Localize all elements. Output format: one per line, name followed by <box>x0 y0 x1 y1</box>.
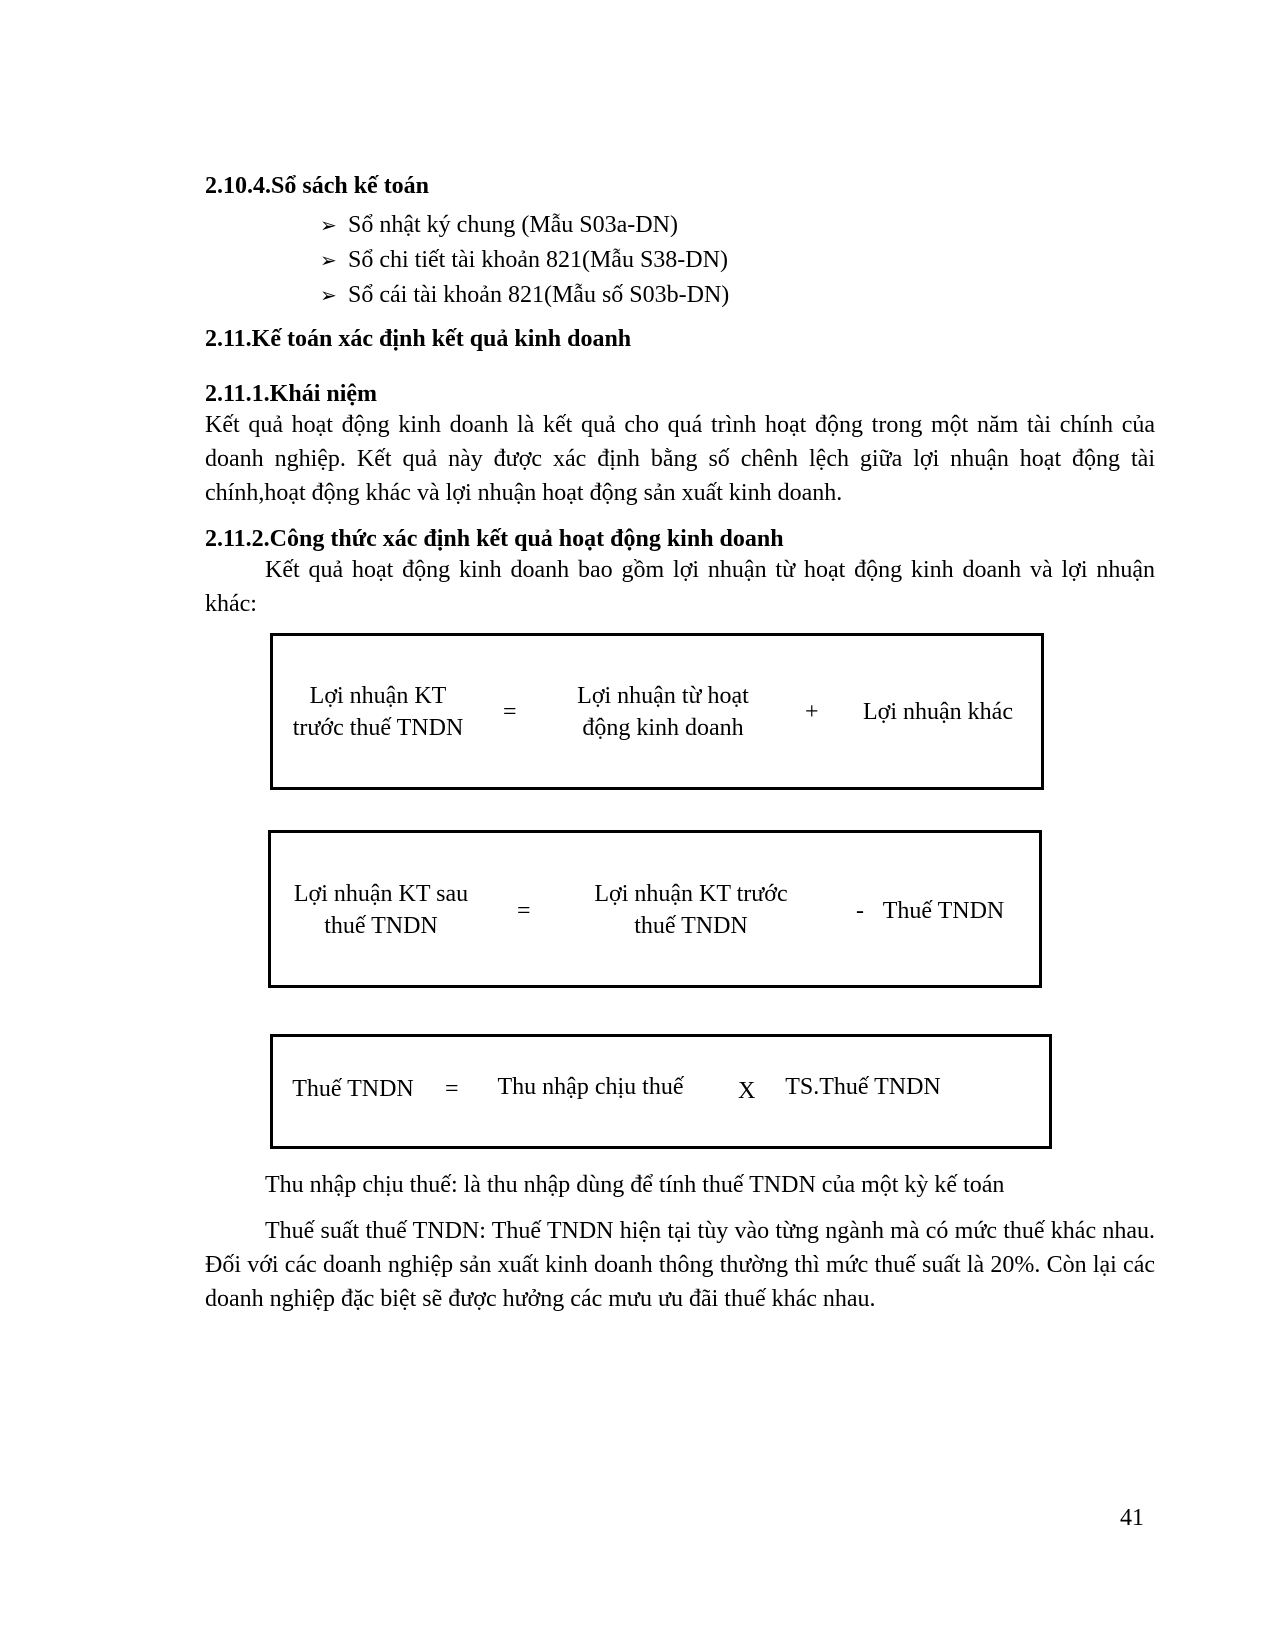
formula-lhs: Thuế TNDN <box>292 1076 414 1102</box>
formula-term-other-profit: Lợi nhuận khác <box>863 699 1013 725</box>
list-item: ➢ Sổ nhật ký chung (Mẫu S03a-DN) <box>320 208 729 243</box>
heading-2-11: 2.11.Kế toán xác định kết quả kinh doanh <box>205 326 632 352</box>
ledger-list <box>320 208 729 313</box>
formula-intro-paragraph: Kết quả hoạt động kinh doanh bao gồm lợi nhuận từ hoạt động kinh doanh và lợi nhuận khác: <box>205 557 1155 617</box>
page-number: 41 <box>1120 1505 1144 1531</box>
list-item: ➢ Sổ cái tài khoản 821(Mẫu số S03b-DN) <box>320 278 729 313</box>
heading-2-11-2: 2.11.2.Công thức xác định kết quả hoạt động kinh doanh <box>205 526 784 552</box>
tax-rate-note: Thuế suất thuế TNDN: Thuế TNDN hiện tại tùy vào từng ngành mà có mức thuế khác nhau. Đối với các doanh nghiệp sản xuất kinh doanh thông thường thì mức thuế suất là 20%. Còn lại các doanh nghiệp đặc biệt sẽ được hưởng các mưu ưu đãi thuế khác nhau. <box>205 1218 1155 1312</box>
multiply-sign: X <box>738 1078 756 1104</box>
equals-sign: = <box>517 898 531 924</box>
formula-box-aftertax-profit <box>268 830 1042 988</box>
plus-sign: + <box>805 699 819 725</box>
arrowhead-bullet-icon: ➢ <box>320 248 337 272</box>
heading-2-11-1: 2.11.1.Khái niệm <box>205 381 378 407</box>
formula-lhs: Lợi nhuận KT trước thuế TNDN <box>292 683 464 741</box>
arrowhead-bullet-icon: ➢ <box>320 283 337 307</box>
equals-sign: = <box>503 699 517 725</box>
formula-term-cit: Thuế TNDN <box>882 898 1005 924</box>
formula-term-taxable-income: Thu nhập chịu thuế <box>497 1074 684 1100</box>
heading-2-10-4: 2.10.4.Sổ sách kế toán <box>205 173 430 199</box>
formula-box-pretax-profit <box>270 633 1044 790</box>
formula-box-cit <box>270 1034 1052 1149</box>
arrowhead-bullet-icon: ➢ <box>320 213 337 237</box>
taxable-income-note: Thu nhập chịu thuế: là thu nhập dùng để tính thuế TNDN của một kỳ kế toán <box>265 1172 1005 1198</box>
formula-lhs: Lợi nhuận KT sau thuế TNDN <box>293 881 469 939</box>
minus-sign: - <box>856 898 864 924</box>
formula-term-pretax-profit: Lợi nhuận KT trước thuế TNDN <box>594 881 788 939</box>
formula-term-cit-rate: TS.Thuế TNDN <box>785 1074 941 1100</box>
concept-paragraph: Kết quả hoạt động kinh doanh là kết quả cho quá trình hoạt động trong một năm tài chính của doanh nghiệp. Kết quả này được xác định bằng số chênh lệch giữa lợi nhuận hoạt động tài chính,hoạt động khác và lợi nhuận hoạt động sản xuất kinh doanh. <box>205 412 1155 506</box>
formula-term-operating-profit: Lợi nhuận từ hoạt động kinh doanh <box>577 683 749 741</box>
equals-sign: = <box>445 1076 459 1102</box>
list-item: ➢ Sổ chi tiết tài khoản 821(Mẫu S38-DN) <box>320 243 729 278</box>
